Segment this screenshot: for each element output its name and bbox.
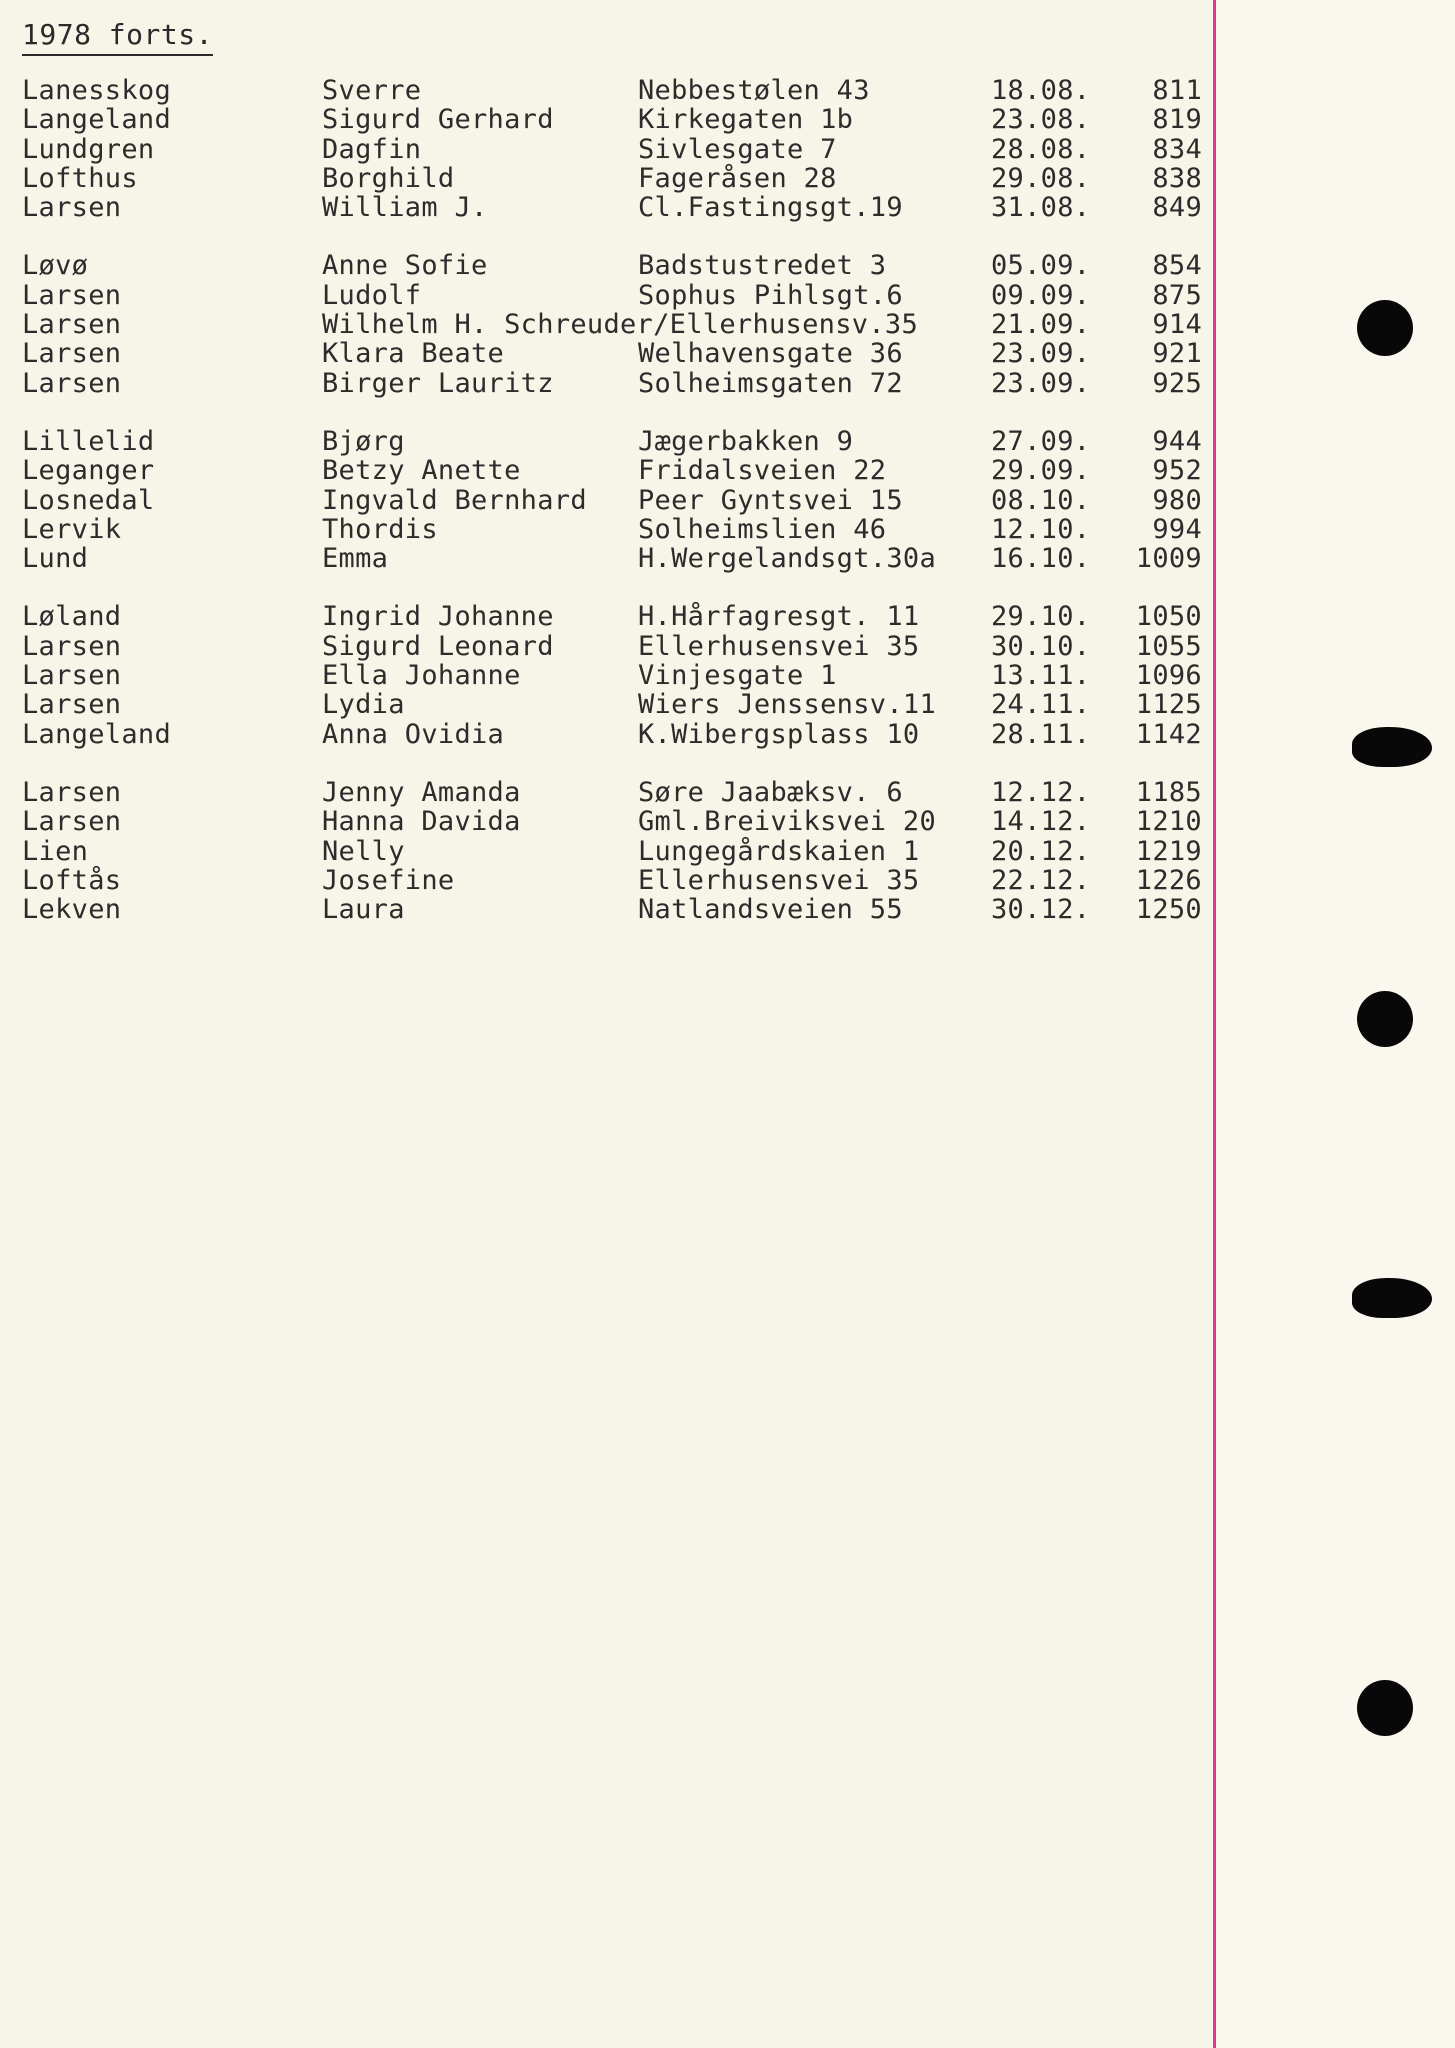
register-row [0, 720, 1213, 749]
entry-number: 838 [1152, 162, 1202, 194]
entry-surname: Lekven [22, 894, 122, 926]
entry-address: Ellerhusensvei 35 [638, 630, 920, 662]
entry-number: 1050 [1135, 601, 1202, 633]
register-row [0, 690, 1213, 719]
entry-surname: Lofthus [22, 162, 138, 194]
entry-number: 849 [1152, 192, 1202, 224]
entry-address: Søre Jaabæksv. 6 [638, 776, 903, 808]
register-row [0, 632, 1213, 661]
entry-surname: Leganger [22, 455, 155, 487]
register-row [0, 895, 1213, 924]
entry-number: 1250 [1135, 894, 1202, 926]
entry-given-name: Nelly [322, 835, 405, 867]
entry-address: Gml.Breiviksvei 20 [638, 806, 936, 838]
entry-given-name: Ludolf [322, 279, 422, 311]
entry-surname: Larsen [22, 279, 122, 311]
entry-date: 28.08. [991, 133, 1091, 165]
register-row [0, 135, 1213, 164]
entry-number: 1125 [1135, 689, 1202, 721]
entry-date: 31.08. [991, 192, 1091, 224]
margin-rule-line [1213, 0, 1216, 2048]
register-row [0, 193, 1213, 222]
register-list [0, 76, 1213, 924]
entry-date: 21.09. [991, 309, 1091, 341]
entry-address: Sivlesgate 7 [638, 133, 837, 165]
entry-surname: Larsen [22, 309, 122, 341]
entry-surname: Lanesskog [22, 75, 171, 106]
entry-surname: Lien [22, 835, 89, 867]
entry-given-name: Anna Ovidia [322, 718, 505, 750]
entry-given-name: William J. [322, 192, 488, 224]
entry-given-name: Borghild [322, 162, 455, 194]
entry-surname: Løvø [22, 250, 89, 282]
entry-address: Peer Gyntsvei 15 [638, 484, 903, 516]
entry-number: 1185 [1135, 776, 1202, 808]
entry-date: 28.11. [991, 718, 1091, 750]
entry-date: 09.09. [991, 279, 1091, 311]
entry-address: Cl.Fastingsgt.19 [638, 192, 903, 224]
entry-given-name: Hanna Davida [322, 806, 521, 838]
entry-given-name: Klara Beate [322, 338, 505, 370]
page-title: 1978 forts. [22, 18, 213, 56]
entry-number: 811 [1152, 75, 1202, 106]
entry-date: 29.09. [991, 455, 1091, 487]
entry-surname: Larsen [22, 630, 122, 662]
entry-surname: Larsen [22, 776, 122, 808]
entry-address: H.Wergelandsgt.30a [638, 543, 936, 575]
register-row [0, 807, 1213, 836]
entry-date: 16.10. [991, 543, 1091, 575]
punch-hole [1357, 300, 1413, 356]
entry-given-name: Laura [322, 894, 405, 926]
entry-given-name: Bjørg [322, 425, 405, 457]
entry-address: Jægerbakken 9 [638, 425, 854, 457]
entry-surname: Losnedal [22, 484, 155, 516]
register-row [0, 76, 1213, 105]
entry-surname: Langeland [22, 104, 171, 136]
entry-surname: Langeland [22, 718, 171, 750]
entry-address: Welhavensgate 36 [638, 338, 903, 370]
entry-surname: Larsen [22, 192, 122, 224]
entry-address: Natlandsveien 55 [638, 894, 903, 926]
entry-address: Vinjesgate 1 [638, 660, 837, 692]
register-row [0, 866, 1213, 895]
entry-number: 1009 [1135, 543, 1202, 575]
entry-address: Fridalsveien 22 [638, 455, 887, 487]
entry-given-name: Sigurd Gerhard [322, 104, 554, 136]
register-row [0, 105, 1213, 134]
entry-date: 13.11. [991, 660, 1091, 692]
punch-hole [1357, 991, 1413, 1047]
entry-number: 1055 [1135, 630, 1202, 662]
entry-given-name: Jenny Amanda [322, 776, 521, 808]
entry-given-name: Dagfin [322, 133, 422, 165]
entry-address: Badstustredet 3 [638, 250, 887, 282]
entry-address: Nebbestølen 43 [638, 75, 870, 106]
entry-date: 12.10. [991, 513, 1091, 545]
entry-address: K.Wibergsplass 10 [638, 718, 920, 750]
entry-given-name: Lydia [322, 689, 405, 721]
entry-number: 994 [1152, 513, 1202, 545]
register-row [0, 310, 1213, 339]
entry-given-name: Thordis [322, 513, 438, 545]
entry-surname: Larsen [22, 367, 122, 399]
entry-given-name: Birger Lauritz [322, 367, 554, 399]
entry-date: 20.12. [991, 835, 1091, 867]
entry-given-name: Sverre [322, 75, 422, 106]
entry-address: Solheimslien 46 [638, 513, 887, 545]
entry-surname: Larsen [22, 689, 122, 721]
entry-given-name: Ingvald Bernhard [322, 484, 587, 516]
entry-number: 914 [1152, 309, 1202, 341]
entry-date: 12.12. [991, 776, 1091, 808]
entry-number: 819 [1152, 104, 1202, 136]
punch-hole-torn [1352, 727, 1432, 767]
entry-date: 30.12. [991, 894, 1091, 926]
entry-number: 980 [1152, 484, 1202, 516]
entry-address: Kirkegaten 1b [638, 104, 854, 136]
register-row [0, 281, 1213, 310]
entry-number: 1226 [1135, 864, 1202, 896]
entry-date: 23.09. [991, 338, 1091, 370]
register-row [0, 427, 1213, 456]
register-row [0, 486, 1213, 515]
entry-date: 30.10. [991, 630, 1091, 662]
entry-date: 24.11. [991, 689, 1091, 721]
entry-date: 23.08. [991, 104, 1091, 136]
entry-given-name: Sigurd Leonard [322, 630, 554, 662]
entry-date: 29.08. [991, 162, 1091, 194]
entry-number: 952 [1152, 455, 1202, 487]
entry-given-name: Betzy Anette [322, 455, 521, 487]
entry-surname: Lund [22, 543, 89, 575]
register-row [0, 602, 1213, 631]
entry-number: 925 [1152, 367, 1202, 399]
entry-address: Lungegårdskaien 1 [638, 835, 920, 867]
entry-address: Wiers Jenssensv.11 [638, 689, 936, 721]
entry-number: 944 [1152, 425, 1202, 457]
entry-address: Fageråsen 28 [638, 162, 837, 194]
entry-date: 27.09. [991, 425, 1091, 457]
entry-surname: Lervik [22, 513, 122, 545]
entry-number: 1142 [1135, 718, 1202, 750]
page-right-margin [1216, 0, 1455, 2048]
entry-surname: Larsen [22, 660, 122, 692]
entry-surname: Larsen [22, 806, 122, 838]
entry-date: 14.12. [991, 806, 1091, 838]
entry-address: Solheimsgaten 72 [638, 367, 903, 399]
entry-number: 875 [1152, 279, 1202, 311]
register-row [0, 456, 1213, 485]
entry-given-name: Wilhelm H. Schreuder/Ellerhusensv.35 [322, 309, 918, 341]
register-row [0, 661, 1213, 690]
entry-given-name: Emma [322, 543, 389, 575]
entry-number: 921 [1152, 338, 1202, 370]
entry-given-name: Josefine [322, 864, 455, 896]
entry-surname: Lundgren [22, 133, 155, 165]
entry-given-name: Anne Sofie [322, 250, 488, 282]
register-row [0, 164, 1213, 193]
register-row [0, 837, 1213, 866]
entry-address: Ellerhusensvei 35 [638, 864, 920, 896]
entry-number: 1219 [1135, 835, 1202, 867]
register-row [0, 339, 1213, 368]
entry-address: Sophus Pihlsgt.6 [638, 279, 903, 311]
entry-address: H.Hårfagresgt. 11 [638, 601, 920, 633]
register-row [0, 544, 1213, 573]
register-row [0, 251, 1213, 280]
entry-surname: Larsen [22, 338, 122, 370]
entry-date: 05.09. [991, 250, 1091, 282]
entry-given-name: Ingrid Johanne [322, 601, 554, 633]
entry-date: 22.12. [991, 864, 1091, 896]
entry-given-name: Ella Johanne [322, 660, 521, 692]
register-row [0, 369, 1213, 398]
entry-number: 1096 [1135, 660, 1202, 692]
punch-hole-torn [1352, 1278, 1432, 1318]
entry-surname: Loftås [22, 864, 122, 896]
entry-date: 08.10. [991, 484, 1091, 516]
entry-number: 834 [1152, 133, 1202, 165]
entry-number: 1210 [1135, 806, 1202, 838]
entry-date: 18.08. [991, 75, 1091, 106]
entry-date: 29.10. [991, 601, 1091, 633]
register-row [0, 515, 1213, 544]
entry-surname: Lillelid [22, 425, 155, 457]
entry-surname: Løland [22, 601, 122, 633]
entry-number: 854 [1152, 250, 1202, 282]
register-row [0, 778, 1213, 807]
punch-hole [1357, 1680, 1413, 1736]
entry-date: 23.09. [991, 367, 1091, 399]
